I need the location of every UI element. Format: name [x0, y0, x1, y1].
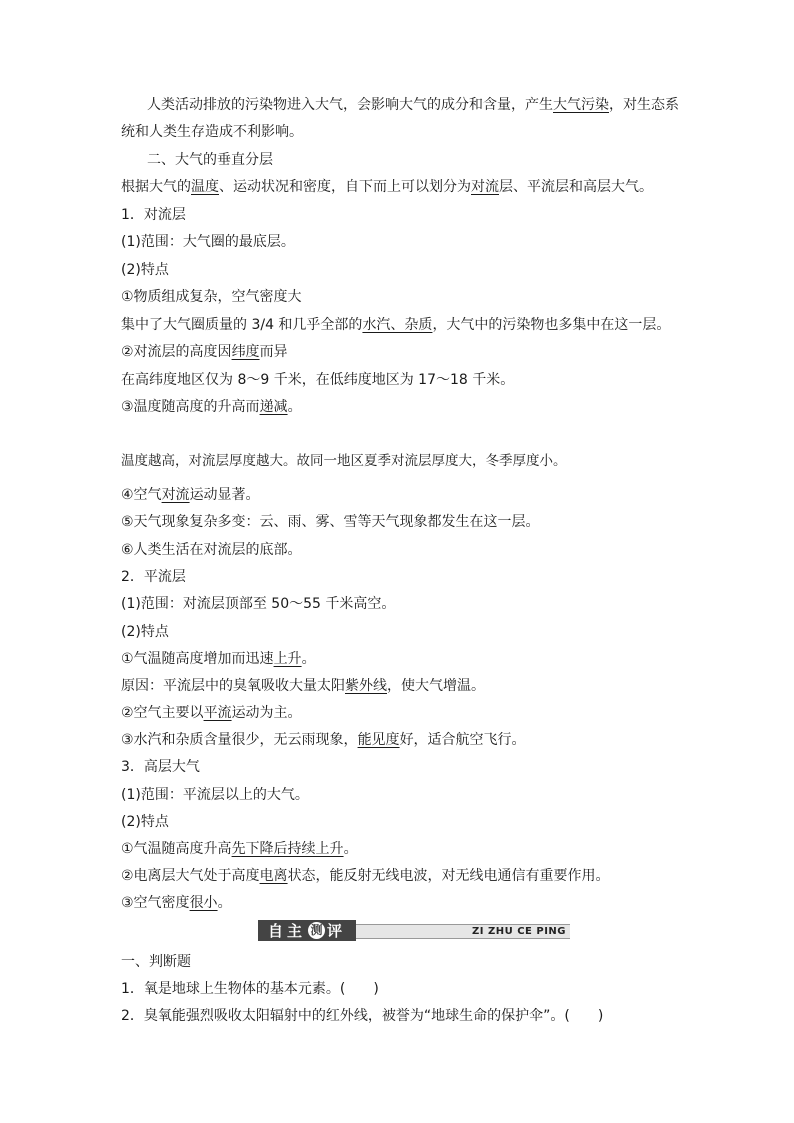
troposphere-feature-2: ②对流层的高度因纬度而异 — [121, 344, 288, 360]
quiz-section-title: 一、判断题 — [121, 954, 191, 970]
stratosphere-feature-1-reason: 原因：平流层中的臭氧吸收大量太阳紫外线，使大气增温。 — [121, 678, 485, 694]
upper-atmosphere-features-title: (2)特点 — [121, 814, 169, 830]
self-test-banner-pinyin: ZI ZHU CE PING — [472, 926, 566, 937]
heading-stratosphere: 2．平流层 — [121, 569, 186, 585]
heading-upper-atmosphere: 3．高层大气 — [121, 759, 200, 775]
troposphere-feature-5: ⑤天气现象复杂多变：云、雨、雾、雪等天气现象都发生在这一层。 — [121, 514, 540, 530]
troposphere-note: 温度越高，对流层厚度越大。故同一地区夏季对流层厚度大，冬季厚度小。 — [121, 453, 567, 469]
banner-char-zhu: 主 — [286, 922, 306, 940]
paragraph-layer-division: 根据大气的温度、运动状况和密度，自下而上可以划分为对流层、平流层和高层大气。 — [121, 179, 653, 195]
troposphere-features-title: (2)特点 — [121, 262, 169, 278]
stratosphere-feature-2: ②空气主要以平流运动为主。 — [121, 705, 302, 721]
paragraph-pollution-line1: 人类活动排放的污染物进入大气，会影响大气的成分和含量，产生大气污染，对生态系 — [147, 97, 679, 113]
self-test-banner-label — [258, 920, 356, 941]
stratosphere-feature-3: ③水汽和杂质含量很少，无云雨现象，能见度好，适合航空飞行。 — [121, 732, 526, 748]
troposphere-feature-3: ③温度随高度的升高而递减。 — [121, 399, 302, 415]
stratosphere-feature-1: ①气温随高度增加而迅速上升。 — [121, 651, 316, 667]
stratosphere-range: (1)范围：对流层顶部至 50～55 千米高空。 — [121, 596, 396, 612]
upper-atmosphere-range: (1)范围：平流层以上的大气。 — [121, 787, 309, 803]
self-test-banner-bar — [356, 924, 570, 939]
banner-char-zi: 自 — [267, 922, 287, 940]
section-heading-vertical-layers: 二、大气的垂直分层 — [147, 152, 273, 168]
quiz-question-1: 1．氧是地球上生物体的基本元素。( ) — [121, 981, 379, 997]
banner-char-ce-circle: 测 — [308, 922, 325, 939]
troposphere-range: (1)范围：大气圈的最底层。 — [121, 234, 295, 250]
troposphere-feature-1-detail: 集中了大气圈质量的 3/4 和几乎全部的水汽、杂质，大气中的污染物也多集中在这一层。 — [121, 317, 671, 333]
troposphere-feature-6: ⑥人类生活在对流层的底部。 — [121, 542, 302, 558]
banner-char-ping: 评 — [327, 922, 347, 940]
upper-atmosphere-feature-2: ②电离层大气处于高度电离状态，能反射无线电波，对无线电通信有重要作用。 — [121, 868, 610, 884]
troposphere-feature-1: ①物质组成复杂，空气密度大 — [121, 289, 302, 305]
upper-atmosphere-feature-3: ③空气密度很小。 — [121, 895, 232, 911]
stratosphere-features-title: (2)特点 — [121, 624, 169, 640]
self-test-banner — [258, 920, 570, 941]
quiz-question-2: 2．臭氧能强烈吸收太阳辐射中的红外线，被誉为“地球生命的保护伞”。( ) — [121, 1008, 604, 1024]
troposphere-feature-2-detail: 在高纬度地区仅为 8～9 千米，在低纬度地区为 17～18 千米。 — [121, 372, 515, 388]
troposphere-feature-4: ④空气对流运动显著。 — [121, 487, 260, 503]
paragraph-pollution-line2: 统和人类生存造成不利影响。 — [121, 124, 303, 140]
upper-atmosphere-feature-1: ①气温随高度升高先下降后持续上升。 — [121, 841, 358, 857]
heading-troposphere: 1．对流层 — [121, 207, 186, 223]
